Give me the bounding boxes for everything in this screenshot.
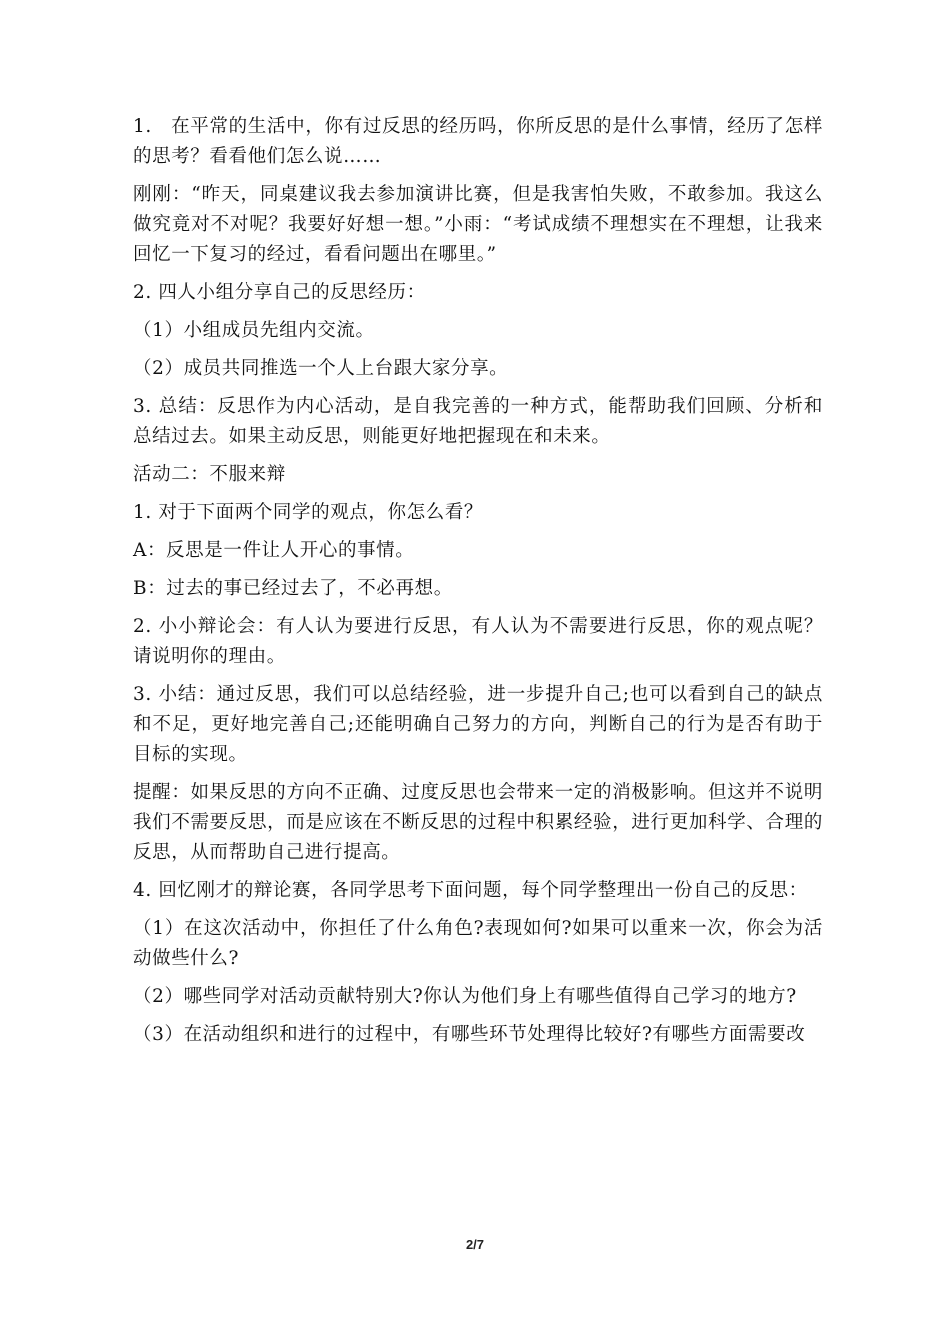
document-body <box>133 112 823 1058</box>
paragraph-question-1: 1. 在平常的生活中，你有过反思的经历吗，你所反思的是什么事情，经历了怎样的思考？看看他们怎么说…… <box>133 116 823 167</box>
paragraph-reflection-q1: （1）在这次活动中，你担任了什么角色?表现如何?如果可以重来一次，你会为活动做些什么? <box>133 918 823 969</box>
paragraph-step-1: （1）小组成员先组内交流。 <box>133 320 375 341</box>
paragraph-step-2: （2）成员共同推选一个人上台跟大家分享。 <box>133 358 509 379</box>
paragraph-viewpoint-question: 1. 对于下面两个同学的观点，你怎么看？ <box>133 502 484 523</box>
paragraph-conclusion: 3. 小结：通过反思，我们可以总结经验，进一步提升自己;也可以看到自己的缺点和不足，更好地完善自己;还能明确自己努力的方向，判断自己的行为是否有助于目标的实现。 <box>133 684 823 765</box>
paragraph-reflection-q3: （3）在活动组织和进行的过程中，有哪些环节处理得比较好?有哪些方面需要改 <box>133 1024 806 1045</box>
paragraph-viewpoint-b: B：过去的事已经过去了，不必再想。 <box>133 578 453 599</box>
paragraph-reflection-q2: （2）哪些同学对活动贡献特别大?你认为他们身上有哪些值得自己学习的地方? <box>133 986 797 1007</box>
paragraph-group-share: 2. 四人小组分享自己的反思经历： <box>133 282 426 303</box>
paragraph-debate: 2. 小小辩论会：有人认为要进行反思，有人认为不需要进行反思，你的观点呢？请说明你的理由。 <box>133 616 823 667</box>
section-heading-activity-2: 活动二：不服来辩 <box>133 464 286 485</box>
paragraph-recall: 4. 回忆刚才的辩论赛，各同学思考下面问题，每个同学整理出一份自己的反思： <box>133 880 808 901</box>
paragraph-summary: 3. 总结：反思作为内心活动，是自我完善的一种方式，能帮助我们回顾、分析和总结过去。如果主动反思，则能更好地把握现在和未来。 <box>133 396 823 447</box>
paragraph-student-quotes: 刚刚：“昨天，同桌建议我去参加演讲比赛，但是我害怕失败，不敢参加。我这么做究竟对不对呢？我要好好想一想。”小雨：“考试成绩不理想实在不理想，让我来回忆一下复习的经过，看看问题出在哪里。” <box>133 184 823 265</box>
paragraph-viewpoint-a: A：反思是一件让人开心的事情。 <box>133 540 415 561</box>
paragraph-reminder: 提醒：如果反思的方向不正确、过度反思也会带来一定的消极影响。但这并不说明我们不需要反思，而是应该在不断反思的过程中积累经验，进行更加科学、合理的反思，从而帮助自己进行提高。 <box>133 782 823 863</box>
page-number: 2/7 <box>465 1237 485 1252</box>
